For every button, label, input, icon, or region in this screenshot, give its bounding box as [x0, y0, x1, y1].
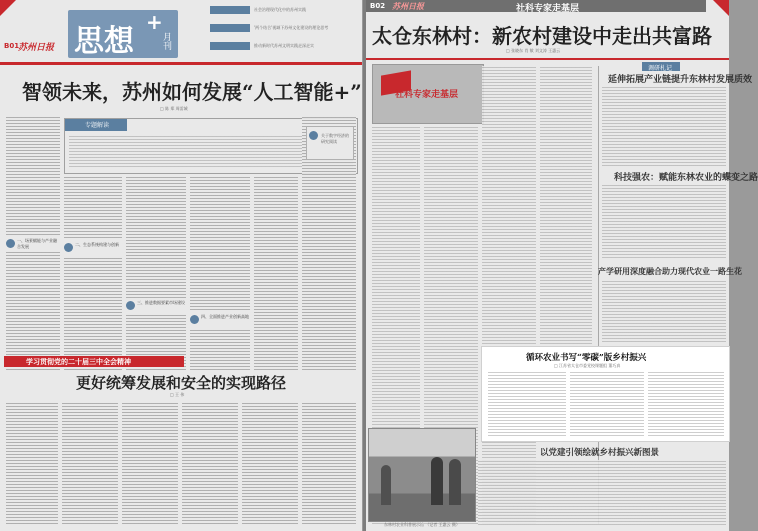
section-kind: 月刊 — [161, 32, 171, 50]
column-tag — [642, 62, 680, 71]
subhead: 三、推进数据要素市场建设 — [137, 300, 185, 305]
masthead-rule — [366, 58, 729, 60]
highlighted-article[interactable] — [482, 347, 729, 441]
article-column — [126, 176, 186, 372]
article-column — [302, 402, 356, 526]
subhead: 二、生态系统构建与创新 — [75, 242, 119, 247]
section-plus: + — [146, 10, 163, 34]
left-page — [0, 0, 362, 531]
person-figure — [431, 457, 443, 505]
page-gutter — [363, 0, 366, 531]
teaser-item[interactable]: 社会治理现代化中的苏州实践 — [254, 7, 306, 12]
masthead-rule — [0, 62, 362, 65]
page-corner-tab — [713, 0, 729, 16]
teaser-tag — [210, 6, 250, 14]
person-figure — [449, 459, 461, 505]
right-page — [366, 0, 758, 531]
theme-banner-text: 学习贯彻党的二十届三中全会精神 — [26, 358, 131, 366]
article-column — [190, 176, 250, 372]
article-column — [602, 184, 726, 260]
top-article-byline: □ 陈 郑 周雷城 — [160, 106, 188, 111]
subhead[interactable]: 延伸拓展产业链提升东林村发展质效 — [608, 75, 753, 85]
article-column — [488, 371, 566, 437]
side-note: 关于数字经济的研究阅读 — [321, 133, 349, 144]
article-column — [62, 402, 118, 526]
banner-photo — [372, 64, 484, 124]
paper-name: 苏州日报 — [392, 2, 424, 11]
page-corner-tab — [0, 0, 16, 16]
page-number: B01 — [4, 42, 20, 50]
teaser-tag — [210, 42, 250, 50]
subhead: 四、全面推进产业创新高地 — [201, 314, 249, 319]
subhead-marker — [126, 298, 186, 314]
top-article-title[interactable]: 智领未来，苏州如何发展“人工智能+” — [22, 80, 362, 104]
map-pin-icon — [309, 131, 318, 140]
article-column — [254, 176, 298, 372]
highlight-byline: □ 江苏省太仓市委党校课题组 董巧真 — [554, 363, 621, 368]
highlight-title: 循环农业书写“零碳”版乡村振兴 — [526, 353, 647, 363]
article-column — [482, 66, 536, 526]
section-logo — [68, 10, 178, 58]
teaser-item[interactable]: '两个结合'视域下苏州文化建设的理论思考 — [254, 25, 329, 30]
teaser-list — [210, 4, 358, 54]
column-tag-text: 调研札记 — [648, 65, 673, 72]
teaser-tag — [210, 24, 250, 32]
article-column — [570, 371, 644, 437]
person-figure — [381, 465, 391, 505]
subhead-marker — [6, 236, 60, 252]
summary-box-title: 专题解读 — [85, 122, 110, 129]
article-column — [602, 280, 726, 342]
page-number: B02 — [370, 2, 386, 10]
paper-name: 苏州日报 — [18, 43, 55, 53]
map-pin-icon — [64, 243, 73, 252]
article-column — [64, 176, 122, 372]
subhead-marker — [64, 240, 122, 256]
teaser-item[interactable]: 推动新时代苏州文明实践走深走实 — [254, 43, 314, 48]
bottom-article-title[interactable]: 更好统筹发展和安全的实现路径 — [76, 374, 287, 392]
side-note-box — [306, 126, 354, 160]
main-title[interactable]: 太仓东林村：新农村建设中走出共富路 — [372, 24, 712, 48]
photo-caption: 社科专家走基层 — [395, 90, 459, 100]
map-pin-icon — [6, 239, 15, 248]
subhead: 一、场景赋能与产业融合发展 — [17, 238, 57, 249]
subhead[interactable]: 以党建引领绘就乡村振兴新图景 — [540, 448, 660, 458]
article-column — [6, 402, 58, 526]
article-column — [242, 402, 298, 526]
map-pin-icon — [126, 301, 135, 310]
section-title: 社科专家走基层 — [516, 4, 580, 14]
theme-banner — [4, 356, 184, 367]
article-column — [122, 402, 178, 526]
article-column — [648, 371, 724, 437]
article-column — [478, 460, 726, 526]
map-pin-icon — [190, 315, 199, 324]
subhead[interactable]: 产学研用深度融合助力现代农业一路生花 — [598, 266, 742, 276]
photo-caption: 东林村农业科普展示馆 （记者 王惠云 摄） — [384, 522, 460, 527]
main-byline: □ 张晓东 肖 敏 刘文涛 王惠云 — [506, 48, 561, 53]
bottom-article-byline: □ 王 伟 — [170, 392, 185, 397]
article-column — [602, 86, 726, 166]
subhead[interactable]: 科技强农：赋能东林农业的蝶变之路 — [614, 173, 758, 183]
subhead-marker — [190, 312, 250, 328]
section-title: 思想 — [74, 24, 134, 59]
article-column — [182, 402, 238, 526]
exhibition-photo — [368, 428, 476, 522]
